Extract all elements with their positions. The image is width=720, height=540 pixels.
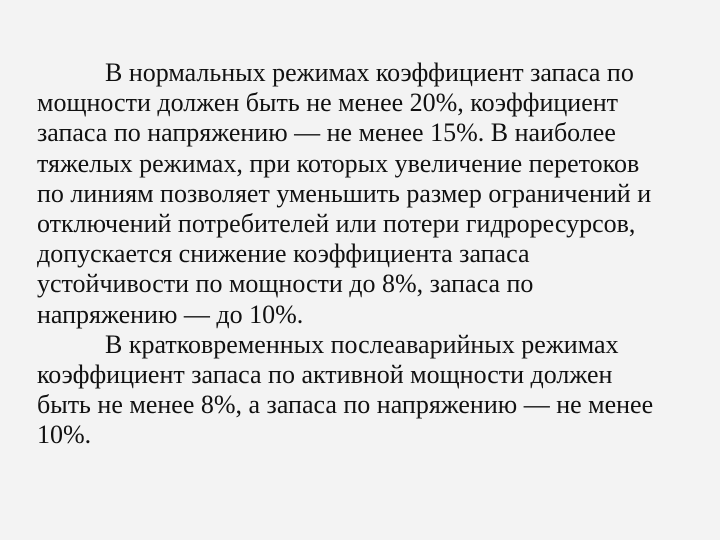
paragraph-1-line-3: запаса по напряжению — не менее 15%. В наиболее	[37, 118, 616, 148]
paragraph-1-line-4: тяжелых режимах, при которых увеличение перетоков	[37, 148, 640, 178]
paragraph-1-line-2: мощности должен быть не менее 20%, коэффициент	[37, 88, 619, 118]
paragraph-2-line-4: 10%.	[37, 420, 92, 450]
paragraph-1-line-9: напряжению — до 10%.	[37, 299, 304, 329]
paragraph-1-line-8: устойчивости по мощности до 8%, запаса по	[37, 269, 534, 299]
paragraph-1-line-5: по линиям позволяет уменьшить размер ограничений и	[37, 178, 652, 208]
paragraph-2-line-2: коэффициент запаса по активной мощности должен	[37, 360, 613, 390]
paragraph-2-line-1: В кратковременных послеаварийных режимах	[105, 329, 619, 359]
paragraph-1-line-7: допускается снижение коэффициента запаса	[37, 239, 530, 269]
paragraph-1-line-6: отключений потребителей или потери гидроресурсов,	[37, 209, 636, 239]
body-text	[37, 58, 685, 451]
paragraph-2-line-3: быть не менее 8%, а запаса по напряжению — не менее	[37, 390, 654, 420]
paragraph-1-line-1: В нормальных режимах коэффициент запаса по	[105, 58, 634, 87]
